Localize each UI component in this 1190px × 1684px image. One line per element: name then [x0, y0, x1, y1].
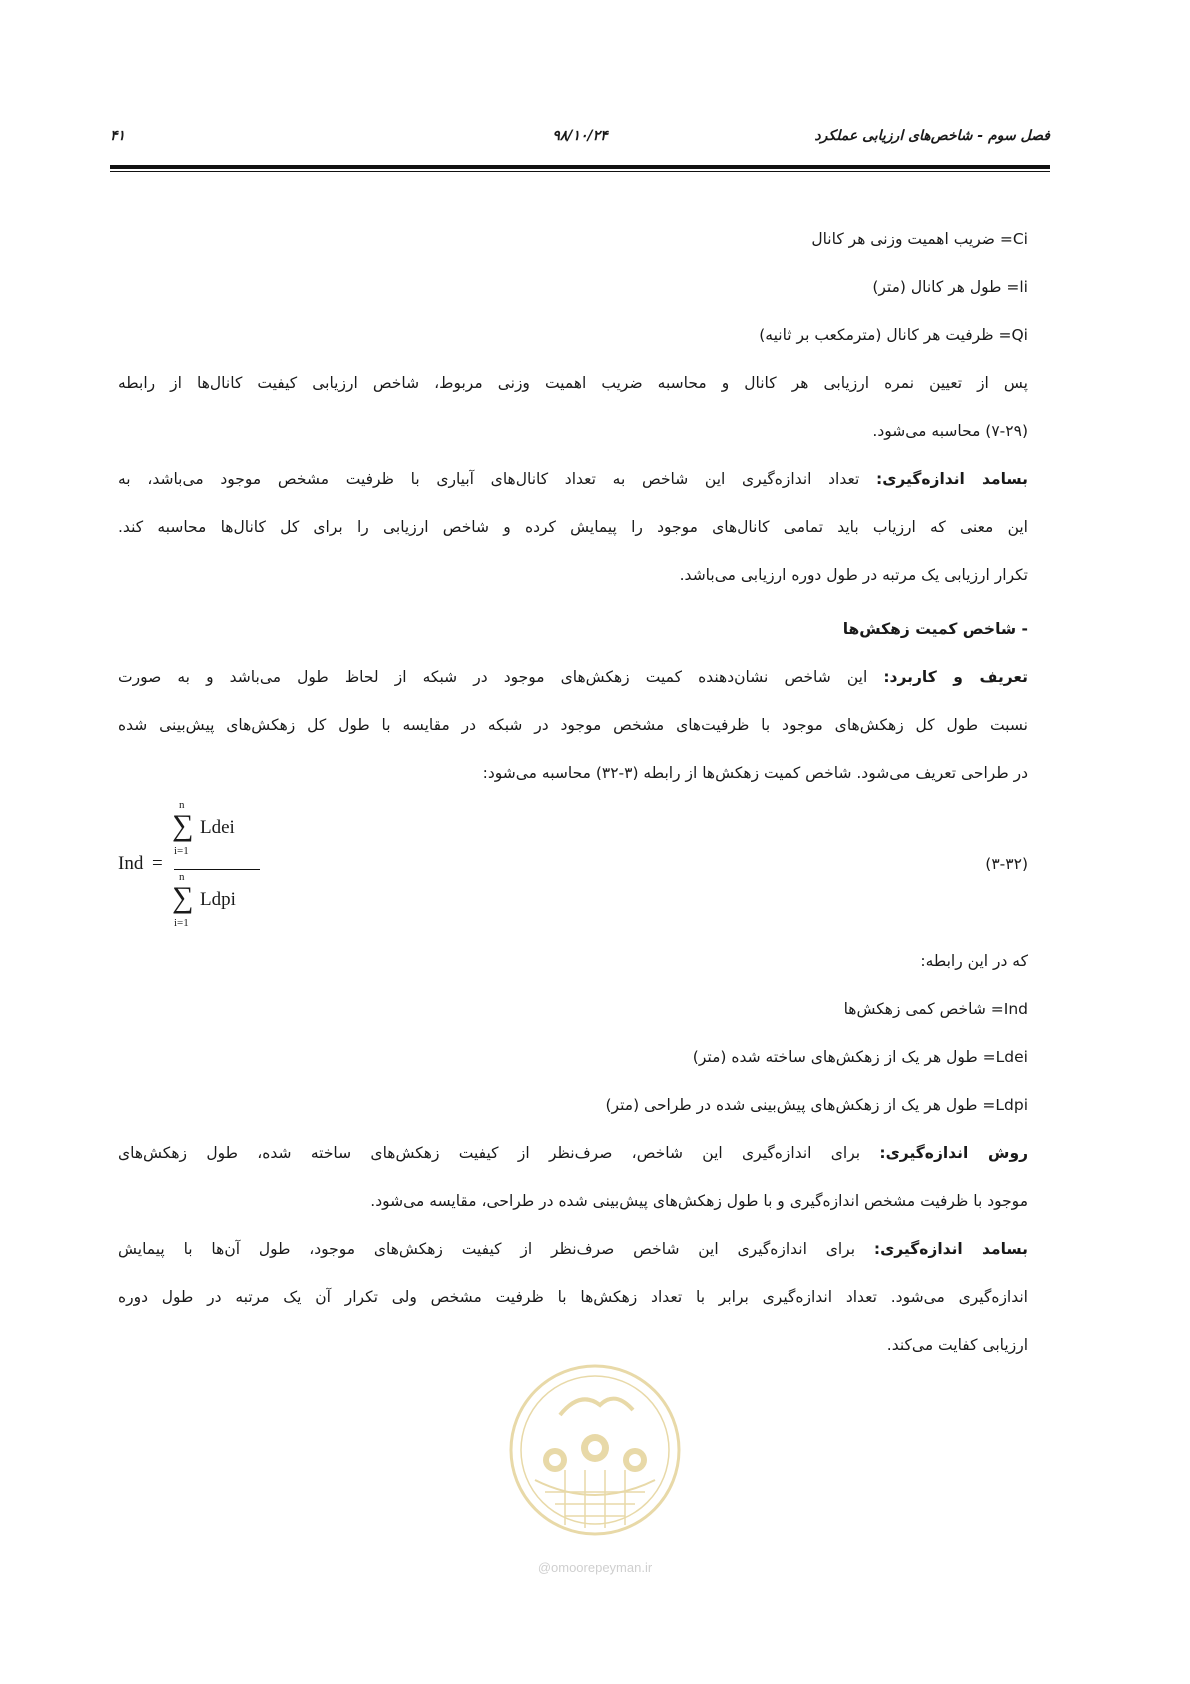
paragraph-frequency-2: بسامد اندازه‌گیری: برای اندازه‌گیری این شاخص صرف‌نظر از کیفیت زهکش‌های موجود، طول آن‌ها با پیمایش اندازه‌گیری می‌شود. تعداد اندازه‌گیری برابر با تعداد زهکش‌ها با ظرفیت مشخص ولی تکرار آن یک مرتبه در طول دوره ارزیابی کفایت می‌کند.: [118, 1240, 1028, 1354]
formula-lhs: Ind: [118, 853, 144, 874]
label-method: روش اندازه‌گیری:: [879, 1144, 1029, 1162]
formula-denominator: Ldpi: [200, 889, 236, 910]
equation-number: (۳-۳۲): [985, 855, 1028, 873]
definition-li: li= طول هر کانال (متر): [872, 278, 1028, 296]
header-rule-thick: [110, 165, 1050, 169]
sum-sign-num: ∑: [172, 809, 194, 842]
chapter-title: فصل سوم - شاخص‌های ارزیابی عملکرد: [814, 128, 1050, 144]
paragraph-calc: پس از تعیین نمره ارزیابی هر کانال و محاسبه ضریب اهمیت وزنی مربوط، شاخص ارزیابی کیفیت کانال‌ها از رابطه (۷-۲۹) محاسبه می‌شود.: [118, 374, 1028, 440]
formula-numerator: Ldei: [200, 817, 235, 838]
section-heading: - شاخص کمیت زهکش‌ها: [842, 620, 1028, 638]
sum-lower-num: i=1: [174, 845, 189, 857]
page-content: [118, 215, 1028, 1369]
paragraph-definition: تعریف و کاربرد: این شاخص نشان‌دهنده کمیت زهکش‌های موجود در شبکه از لحاظ طول می‌باشد و به صورت نسبت طول کل زهکش‌های موجود با ظرفیت‌های مشخص موجود در شبکه در مقایسه با طول کل زهکش‌های پیش‌بینی شده در طراحی تعریف می‌شود. شاخص کمیت زهکش‌ها از رابطه (۳-۳۲) محاسبه می‌شود:: [118, 668, 1028, 782]
fraction-bar: [174, 869, 260, 870]
header-date: ۹۸/۱۰/۲۴: [552, 128, 608, 144]
sum-upper-num: n: [179, 799, 185, 811]
definition-ldei: Ldei= طول هر یک از زهکش‌های ساخته شده (متر): [692, 1048, 1028, 1066]
watermark-logo: [505, 1360, 685, 1540]
sum-lower-den: i=1: [174, 917, 189, 929]
definition-qi: Qi= ظرفیت هر کانال (مترمکعب بر ثانیه): [759, 326, 1028, 344]
paragraph-frequency-1: بسامد اندازه‌گیری: تعداد اندازه‌گیری این شاخص به تعداد کانال‌های آبیاری با ظرفیت مشخص موجود می‌باشد، به این معنی که ارزیاب باید تمامی کانال‌های موجود را پیمایش کرده و شاخص ارزیابی را برای کل کانال‌ها محاسبه کند. تکرار ارزیابی یک مرتبه در طول دوره ارزیابی می‌باشد.: [118, 470, 1028, 584]
formula-equals: =: [152, 853, 163, 874]
formula: [118, 797, 278, 937]
header-rule-thin: [110, 171, 1050, 172]
definition-ldpi: Ldpi= طول هر یک از زهکش‌های پیش‌بینی شده در طراحی (متر): [605, 1096, 1028, 1114]
definitions-intro: که در این رابطه:: [920, 952, 1028, 970]
equation-3-32: [118, 797, 1028, 937]
paragraph-method: روش اندازه‌گیری: برای اندازه‌گیری این شاخص، صرف‌نظر از کیفیت زهکش‌های ساخته شده، طول زهکش‌های موجود با ظرفیت مشخص اندازه‌گیری و با طول زهکش‌های پیش‌بینی شده در طراحی، مقایسه می‌شود.: [118, 1144, 1029, 1210]
page-header: [110, 128, 1050, 156]
sum-sign-den: ∑: [172, 881, 194, 914]
label-definition: تعریف و کاربرد:: [883, 668, 1028, 686]
definition-ind: Ind= شاخص کمی زهکش‌ها: [843, 1000, 1028, 1018]
page-number: ۴۱: [110, 128, 126, 144]
label-frequency: بسامد اندازه‌گیری:: [876, 470, 1028, 488]
watermark-url: @omoorepeyman.ir: [537, 1560, 653, 1575]
sum-upper-den: n: [179, 871, 185, 883]
definition-ci: Ci= ضریب اهمیت وزنی هر کانال: [811, 230, 1028, 248]
label-frequency-2: بسامد اندازه‌گیری:: [873, 1240, 1028, 1258]
